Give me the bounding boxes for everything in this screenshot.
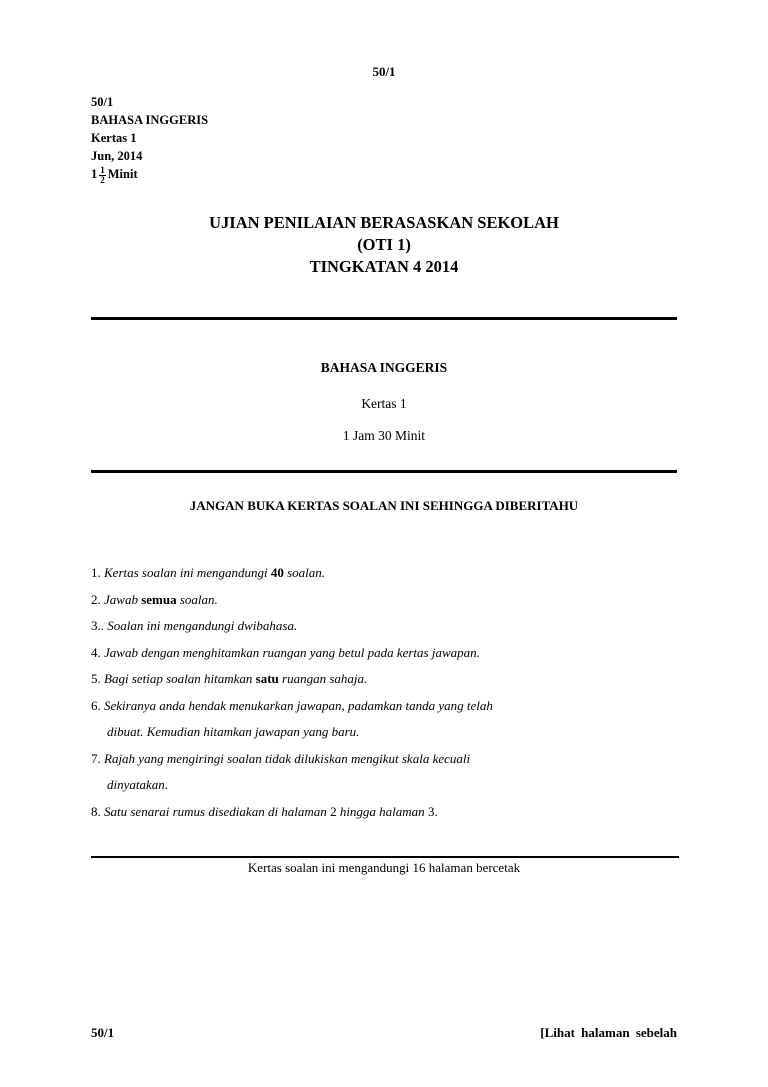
divider-bottom (91, 856, 679, 858)
duration-fraction (99, 166, 106, 185)
instruction-6: 6. Sekiranya anda hendak menukarkan jawapan, padamkan tanda yang telah (91, 697, 493, 713)
instruction-6-continued: dibuat. Kemudian hitamkan jawapan yang baru. (107, 724, 360, 739)
paper-metadata (91, 93, 208, 185)
fraction-numerator: 1 (100, 164, 105, 175)
instruction-8: 8. Satu senarai rumus disediakan di halaman 2 hingga halaman 3. (91, 803, 438, 819)
subject-heading: BAHASA INGGERIS (320, 360, 448, 375)
header-paper-code: 50/1 (372, 64, 396, 79)
instruction-1: 1. Kertas soalan ini mengandungi 40 soalan. (91, 565, 326, 580)
meta-subject: BAHASA INGGERIS (91, 113, 209, 127)
exam-title-line1: UJIAN PENILAIAN BERASASKAN SEKOLAH (209, 213, 559, 232)
page-count-note: Kertas soalan ini mengandungi 16 halaman bercetak (247, 860, 521, 875)
fraction-denominator: 2 (100, 174, 105, 185)
footer-next-page: [Lihat halaman sebelah (540, 1025, 677, 1040)
meta-code: 50/1 (91, 95, 114, 109)
divider-top (91, 317, 677, 320)
duration-unit: Minit (107, 167, 138, 181)
exam-title-line2: (OTI 1) (357, 235, 411, 254)
meta-date: Jun, 2014 (91, 149, 143, 163)
warning-notice: JANGAN BUKA KERTAS SOALAN INI SEHINGGA DIBERITAHU (189, 498, 579, 513)
meta-duration (91, 165, 208, 185)
subject-duration: 1 Jam 30 Minit (342, 428, 426, 443)
footer-paper-code: 50/1 (91, 1025, 115, 1040)
meta-paper: Kertas 1 (91, 131, 137, 145)
exam-title (0, 212, 768, 278)
exam-title-line3: TINGKATAN 4 2014 (309, 257, 459, 276)
instruction-3: 3.. Soalan ini mengandungi dwibahasa. (91, 618, 298, 633)
instruction-5: 5. Bagi setiap soalan hitamkan satu ruangan sahaja. (91, 671, 368, 686)
duration-whole: 1 (91, 167, 98, 181)
instruction-7: 7. Rajah yang mengiringi soalan tidak dilukiskan mengikut skala kecuali (91, 750, 471, 766)
divider-middle (91, 470, 677, 473)
instructions-list (91, 560, 691, 825)
subject-paper: Kertas 1 (361, 396, 407, 411)
instruction-4: 4. Jawab dengan menghitamkan ruangan yang betul pada kertas jawapan. (91, 644, 480, 660)
instruction-2: 2. Jawab semua soalan. (91, 591, 218, 607)
instruction-7-continued: dinyatakan. (107, 777, 169, 792)
